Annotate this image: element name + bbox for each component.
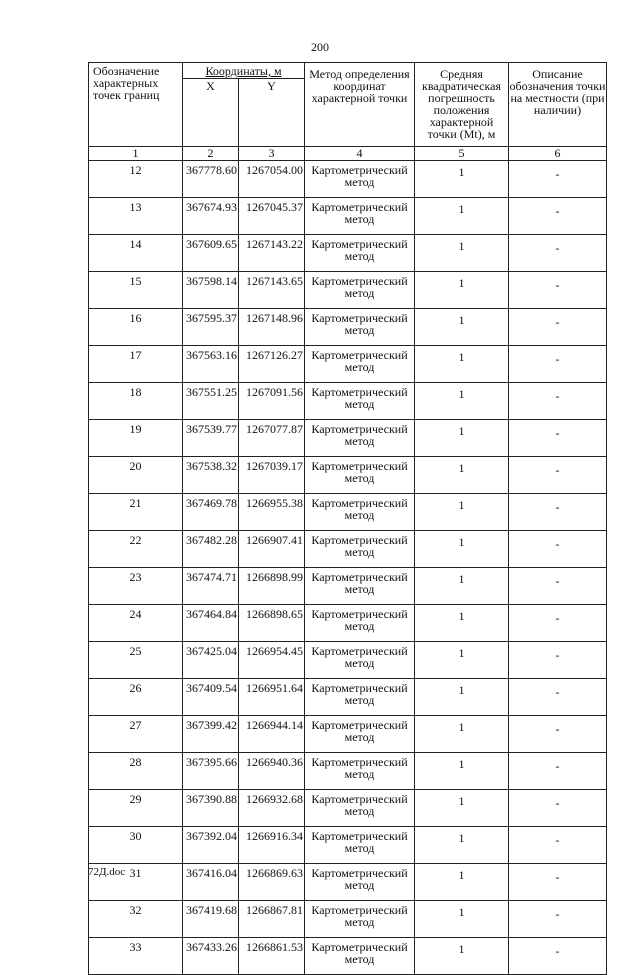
table-row [89, 827, 607, 864]
table-row [89, 309, 607, 346]
point-number: 14 [89, 235, 183, 272]
description-cell: - [509, 716, 607, 753]
error-cell: 1 [415, 679, 509, 716]
error-cell: 1 [415, 827, 509, 864]
description-cell: - [509, 420, 607, 457]
error-cell: 1 [415, 346, 509, 383]
method-cell: Картометрический метод [305, 420, 415, 457]
method-cell: Картометрический метод [305, 568, 415, 605]
description-cell: - [509, 605, 607, 642]
coordinate-x: 367482.28 [183, 531, 239, 568]
error-cell: 1 [415, 235, 509, 272]
description-cell: - [509, 383, 607, 420]
coordinate-x: 367425.04 [183, 642, 239, 679]
table-row [89, 679, 607, 716]
method-cell: Картометрический метод [305, 235, 415, 272]
method-cell: Картометрический метод [305, 457, 415, 494]
point-number: 16 [89, 309, 183, 346]
coordinate-y: 1266951.64 [239, 679, 305, 716]
method-cell: Картометрический метод [305, 790, 415, 827]
coordinate-y: 1266867.81 [239, 901, 305, 938]
description-cell: - [509, 753, 607, 790]
coordinate-x: 367409.54 [183, 679, 239, 716]
table-body [89, 161, 607, 975]
table-row [89, 864, 607, 901]
point-number: 22 [89, 531, 183, 568]
error-cell: 1 [415, 605, 509, 642]
point-number: 19 [89, 420, 183, 457]
table-row [89, 642, 607, 679]
coordinate-y: 1267045.37 [239, 198, 305, 235]
column-number: 5 [415, 147, 509, 161]
error-cell: 1 [415, 531, 509, 568]
point-number: 24 [89, 605, 183, 642]
description-cell: - [509, 864, 607, 901]
error-cell: 1 [415, 901, 509, 938]
error-cell: 1 [415, 642, 509, 679]
column-number: 6 [509, 147, 607, 161]
point-number: 13 [89, 198, 183, 235]
point-number: 17 [89, 346, 183, 383]
point-number: 29 [89, 790, 183, 827]
description-cell: - [509, 790, 607, 827]
column-numbers-row [89, 147, 607, 161]
coordinate-y: 1266954.45 [239, 642, 305, 679]
error-cell: 1 [415, 864, 509, 901]
error-cell: 1 [415, 420, 509, 457]
description-cell: - [509, 642, 607, 679]
method-cell: Картометрический метод [305, 309, 415, 346]
method-cell: Картометрический метод [305, 346, 415, 383]
method-cell: Картометрический метод [305, 716, 415, 753]
table-row [89, 938, 607, 975]
column-number: 2 [183, 147, 239, 161]
error-cell: 1 [415, 938, 509, 975]
method-cell: Картометрический метод [305, 383, 415, 420]
point-number: 12 [89, 161, 183, 198]
method-cell: Картометрический метод [305, 494, 415, 531]
coordinate-x: 367419.68 [183, 901, 239, 938]
method-cell: Картометрический метод [305, 679, 415, 716]
error-cell: 1 [415, 198, 509, 235]
method-cell: Картометрический метод [305, 901, 415, 938]
coordinate-x: 367469.78 [183, 494, 239, 531]
point-number: 30 [89, 827, 183, 864]
coordinate-x: 367474.71 [183, 568, 239, 605]
point-number: 32 [89, 901, 183, 938]
description-cell: - [509, 457, 607, 494]
coordinate-x: 367778.60 [183, 161, 239, 198]
error-cell: 1 [415, 457, 509, 494]
description-cell: - [509, 531, 607, 568]
coordinate-x: 367595.37 [183, 309, 239, 346]
description-cell: - [509, 568, 607, 605]
point-number: 20 [89, 457, 183, 494]
table-row [89, 235, 607, 272]
description-cell: - [509, 494, 607, 531]
error-cell: 1 [415, 790, 509, 827]
point-number: 15 [89, 272, 183, 309]
coordinate-x: 367399.42 [183, 716, 239, 753]
coordinate-y: 1266869.63 [239, 864, 305, 901]
coordinate-y: 1267091.56 [239, 383, 305, 420]
method-cell: Картометрический метод [305, 864, 415, 901]
header-method: Метод определения координат характерной точки [305, 63, 415, 147]
coordinate-y: 1266898.99 [239, 568, 305, 605]
description-cell: - [509, 309, 607, 346]
error-cell: 1 [415, 568, 509, 605]
table-row [89, 383, 607, 420]
coordinate-y: 1266861.53 [239, 938, 305, 975]
error-cell: 1 [415, 161, 509, 198]
coordinate-x: 367433.26 [183, 938, 239, 975]
point-number: 27 [89, 716, 183, 753]
coordinate-x: 367674.93 [183, 198, 239, 235]
coordinate-x: 367538.32 [183, 457, 239, 494]
coordinate-y: 1267148.96 [239, 309, 305, 346]
table-row [89, 346, 607, 383]
method-cell: Картометрический метод [305, 605, 415, 642]
table-row [89, 531, 607, 568]
table-row [89, 753, 607, 790]
description-cell: - [509, 235, 607, 272]
header-y: Y [239, 79, 305, 147]
error-cell: 1 [415, 309, 509, 346]
description-cell: - [509, 679, 607, 716]
footer-filename: 72Д.doc [88, 866, 126, 878]
point-number: 23 [89, 568, 183, 605]
coordinate-x: 367551.25 [183, 383, 239, 420]
table-row [89, 198, 607, 235]
coordinate-y: 1266907.41 [239, 531, 305, 568]
coordinate-x: 367563.16 [183, 346, 239, 383]
error-cell: 1 [415, 753, 509, 790]
description-cell: - [509, 198, 607, 235]
point-number: 21 [89, 494, 183, 531]
coordinate-x: 367390.88 [183, 790, 239, 827]
description-cell: - [509, 346, 607, 383]
method-cell: Картометрический метод [305, 198, 415, 235]
description-cell: - [509, 161, 607, 198]
coordinate-x: 367464.84 [183, 605, 239, 642]
header-designation: Обозначение характерных точек границ [89, 63, 183, 147]
header-coordinates-label: Координаты, м [205, 64, 282, 78]
table-row [89, 420, 607, 457]
method-cell: Картометрический метод [305, 161, 415, 198]
coordinate-x: 367539.77 [183, 420, 239, 457]
coordinate-y: 1267143.22 [239, 235, 305, 272]
header-coordinates [183, 63, 305, 79]
column-number: 3 [239, 147, 305, 161]
coordinate-y: 1266916.34 [239, 827, 305, 864]
method-cell: Картометрический метод [305, 827, 415, 864]
point-number: 25 [89, 642, 183, 679]
table-row [89, 457, 607, 494]
point-number: 31 [89, 864, 183, 901]
point-number: 33 [89, 938, 183, 975]
coordinate-y: 1266898.65 [239, 605, 305, 642]
coordinate-x: 367416.04 [183, 864, 239, 901]
table-row [89, 494, 607, 531]
table-row [89, 716, 607, 753]
table-row [89, 790, 607, 827]
coordinate-y: 1266940.36 [239, 753, 305, 790]
coordinate-x: 367392.04 [183, 827, 239, 864]
column-number: 4 [305, 147, 415, 161]
coordinate-y: 1267126.27 [239, 346, 305, 383]
method-cell: Картометрический метод [305, 272, 415, 309]
description-cell: - [509, 901, 607, 938]
boundary-points-table [88, 62, 607, 975]
coordinate-y: 1266944.14 [239, 716, 305, 753]
header-description: Описание обозначения точки на местности (при наличии) [509, 63, 607, 147]
coordinate-x: 367609.65 [183, 235, 239, 272]
table-row [89, 272, 607, 309]
coordinate-y: 1267039.17 [239, 457, 305, 494]
page-number: 200 [311, 40, 329, 54]
table-row [89, 901, 607, 938]
point-number: 26 [89, 679, 183, 716]
header-error: Средняя квадратическая погрешность положения характерной точки (Mt), м [415, 63, 509, 147]
table-row [89, 568, 607, 605]
coordinate-y: 1267077.87 [239, 420, 305, 457]
coordinate-y: 1266932.68 [239, 790, 305, 827]
coordinate-x: 367598.14 [183, 272, 239, 309]
method-cell: Картометрический метод [305, 938, 415, 975]
error-cell: 1 [415, 383, 509, 420]
method-cell: Картометрический метод [305, 642, 415, 679]
method-cell: Картометрический метод [305, 753, 415, 790]
table-row [89, 161, 607, 198]
error-cell: 1 [415, 272, 509, 309]
coordinate-x: 367395.66 [183, 753, 239, 790]
description-cell: - [509, 827, 607, 864]
point-number: 18 [89, 383, 183, 420]
method-cell: Картометрический метод [305, 531, 415, 568]
error-cell: 1 [415, 494, 509, 531]
coordinate-y: 1267054.00 [239, 161, 305, 198]
description-cell: - [509, 938, 607, 975]
table-row [89, 605, 607, 642]
header-x: X [183, 79, 239, 147]
coordinate-y: 1267143.65 [239, 272, 305, 309]
point-number: 28 [89, 753, 183, 790]
column-number: 1 [89, 147, 183, 161]
description-cell: - [509, 272, 607, 309]
error-cell: 1 [415, 716, 509, 753]
coordinate-y: 1266955.38 [239, 494, 305, 531]
